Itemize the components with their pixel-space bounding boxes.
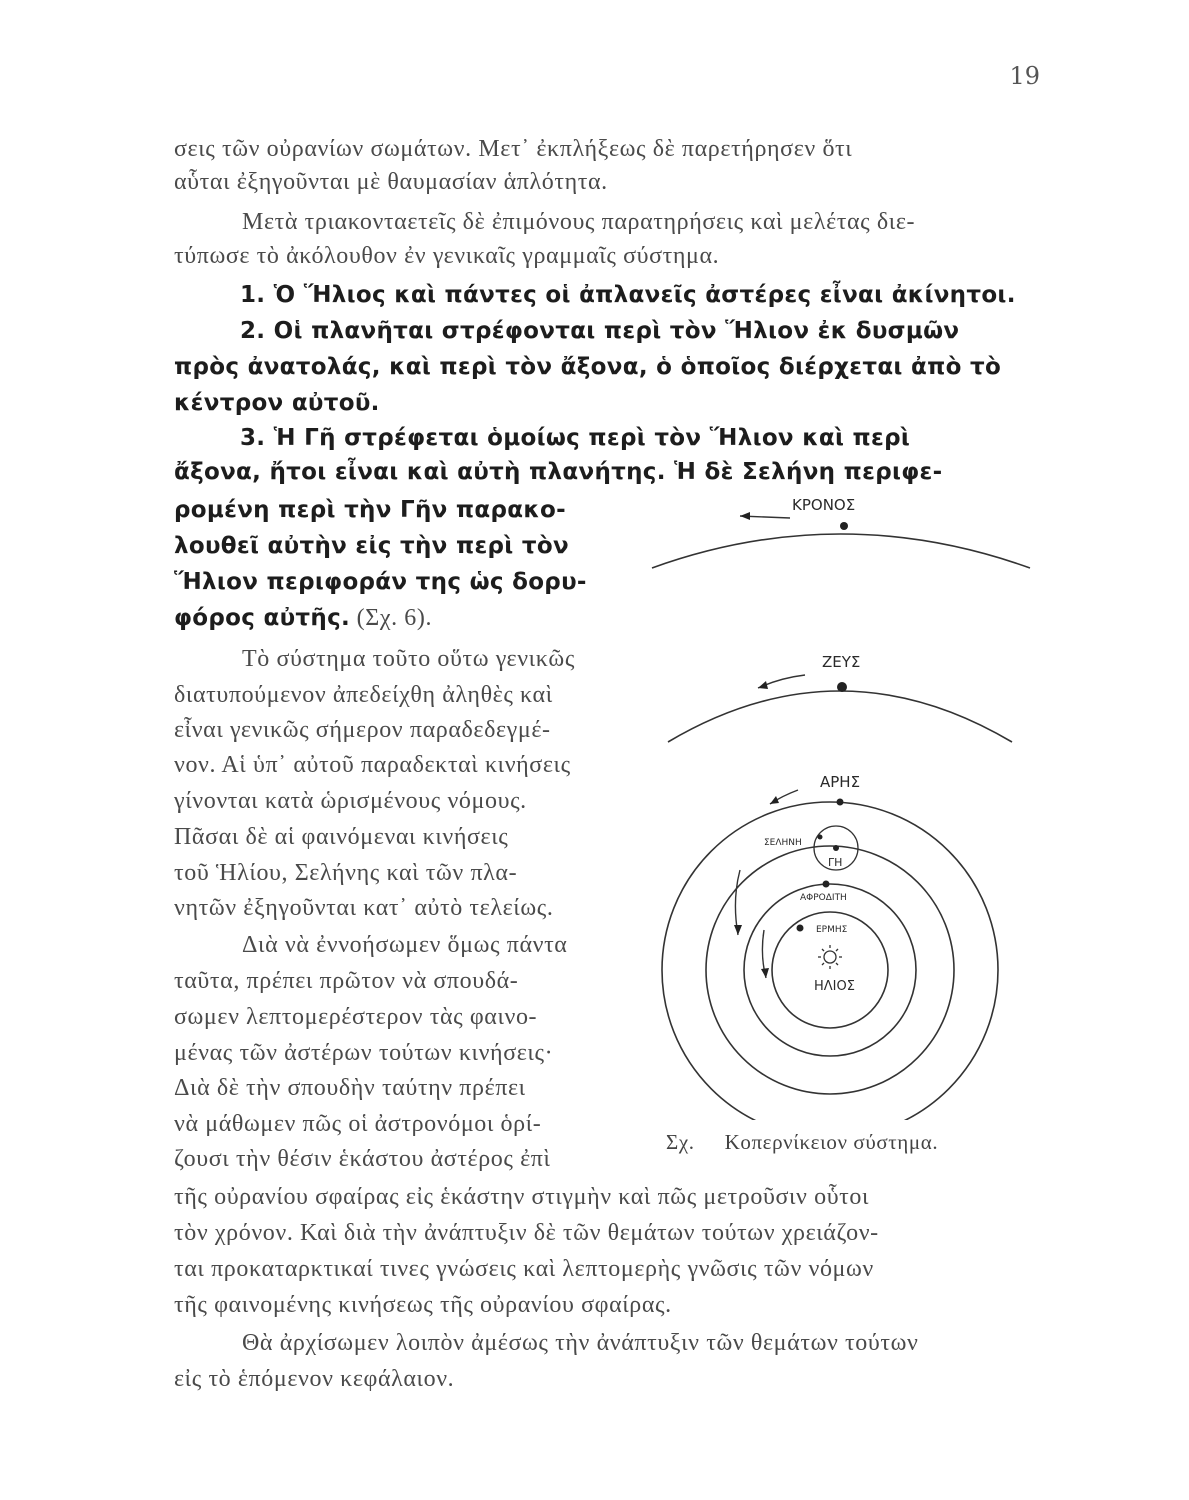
- text-line: ταῦτα, πρέπει πρῶτον νὰ σπουδά-: [174, 968, 519, 994]
- text-line: νητῶν ἐξηγοῦνται κατ᾽ αὐτὸ τελείως.: [174, 895, 554, 921]
- list-item-3-end: φόρος αὐτῆς.: [174, 605, 351, 631]
- aris-orbit: [662, 802, 998, 1120]
- text-line: Πᾶσαι δὲ αἱ φαινόμεναι κινήσεις: [174, 824, 509, 850]
- text-line: σωμεν λεπτομερέστερον τὰς φαινο-: [174, 1004, 538, 1030]
- label-aris: ΑΡΗΣ: [820, 773, 861, 791]
- afroditi-planet: [823, 881, 830, 888]
- arrowhead-icon: [758, 681, 768, 689]
- list-item-3-line: ρομένη περὶ τὴν Γῆν παρακο-: [174, 497, 566, 523]
- label-selini: ΣΕΛΗΝΗ: [764, 838, 802, 848]
- figure-reference: (Σχ. 6).: [356, 605, 433, 631]
- label-zeus: ΖΕΥΣ: [822, 653, 861, 671]
- list-item-3-line: Ἥλιον περιφοράν της ὡς δορυ-: [174, 569, 587, 595]
- figure-caption-text: Κοπερνίκειον σύστημα.: [724, 1130, 939, 1154]
- list-item-3-line: λουθεῖ αὐτὴν εἰς τὴν περὶ τὸν: [174, 533, 569, 559]
- copernican-system-diagram: [640, 480, 1040, 1120]
- text-line: αὗται ἐξηγοῦνται μὲ θαυμασίαν ἁπλότητα.: [174, 169, 608, 195]
- page-number: 19: [1009, 62, 1040, 90]
- label-gi: ΓΗ: [828, 856, 843, 869]
- list-item-2-line: πρὸς ἀνατολάς, καὶ περὶ τὸν ἄξονα, ὁ ὁποῖος διέρχεται ἀπὸ τὸ: [174, 354, 1002, 380]
- list-item-3-line: [174, 605, 432, 632]
- text-line: νὰ μάθωμεν πῶς οἱ ἀστρονόμοι ὁρί-: [174, 1111, 542, 1137]
- text-line: νον. Αἱ ὑπ᾽ αὐτοῦ παραδεκταὶ κινήσεις: [174, 752, 571, 778]
- text-line: Διὰ δὲ τὴν σπουδὴν ταύτην πρέπει: [174, 1075, 526, 1101]
- text-line: μένας τῶν ἀστέρων τούτων κινήσεις·: [174, 1040, 554, 1066]
- text-line: ζουσι τὴν θέσιν ἑκάστου ἀστέρος ἐπὶ: [174, 1146, 551, 1172]
- text-line: Θὰ ἀρχίσωμεν λοιπὸν ἀμέσως τὴν ἀνάπτυξιν τῶν θεμάτων τούτων: [242, 1330, 919, 1356]
- text-line: διατυπούμενον ἀπεδείχθη ἀληθὲς καὶ: [174, 682, 553, 708]
- text-line: Τὸ σύστημα τοῦτο οὕτω γενικῶς: [242, 646, 575, 672]
- label-afroditi: ΑΦΡΟΔΙΤΗ: [800, 893, 847, 903]
- list-item-2: 2. Οἱ πλανῆται στρέφονται περὶ τὸν Ἥλιον ἐκ δυσμῶν: [240, 318, 960, 344]
- arrowhead-icon: [734, 925, 742, 935]
- sun-icon: [818, 945, 842, 969]
- label-ermis: ΕΡΜΗΣ: [816, 925, 848, 935]
- text-line: τὸν χρόνον. Καὶ διὰ τὴν ἀνάπτυξιν δὲ τῶν θεμάτων τούτων χρειάζον-: [174, 1220, 879, 1246]
- figure-caption-number: Σχ.: [666, 1130, 695, 1154]
- list-item-3: 3. Ἡ Γῆ στρέφεται ὁμοίως περὶ τὸν Ἥλιον καὶ περὶ: [240, 425, 911, 451]
- text-line: ται προκαταρκτικαί τινες γνώσεις καὶ λεπτομερὴς γνῶσις τῶν νόμων: [174, 1256, 874, 1282]
- label-ilios: ΗΛΙΟΣ: [814, 979, 855, 994]
- text-line: εἶναι γενικῶς σήμερον παραδεδεγμέ-: [174, 717, 551, 743]
- list-item-2-line: κέντρον αὐτοῦ.: [174, 390, 380, 416]
- zeus-planet: [837, 682, 847, 692]
- list-item-1: 1. Ὁ Ἥλιος καὶ πάντες οἱ ἀπλανεῖς ἀστέρες εἶναι ἀκίνητοι.: [240, 282, 1016, 308]
- kronos-planet: [840, 522, 848, 530]
- zeus-orbit: [668, 691, 1012, 742]
- arrowhead-icon: [740, 512, 750, 520]
- kronos-orbit: [652, 534, 1030, 568]
- selini-planet: [818, 835, 823, 840]
- text-line: τῆς φαινομένης κινήσεως τῆς οὐρανίου σφαίρας.: [174, 1292, 672, 1318]
- label-kronos: ΚΡΟΝΟΣ: [792, 496, 856, 514]
- text-line: Διὰ νὰ ἐννοήσωμεν ὅμως πάντα: [242, 932, 568, 958]
- text-line: Μετὰ τριακονταετεῖς δὲ ἐπιμόνους παρατηρήσεις καὶ μελέτας διε-: [242, 209, 916, 235]
- arrowhead-icon: [770, 796, 779, 804]
- list-item-3-line: ἄξονα, ἤτοι εἶναι καὶ αὐτὴ πλανήτης. Ἡ δὲ Σελήνη περιφε-: [174, 459, 943, 485]
- text-line: τῆς οὐρανίου σφαίρας εἰς ἑκάστην στιγμὴν καὶ πῶς μετροῦσιν οὗτοι: [174, 1184, 870, 1210]
- ermis-planet: [797, 925, 804, 932]
- text-line: σεις τῶν οὐρανίων σωμάτων. Μετ᾽ ἐκπλήξεως δὲ παρετήρησεν ὅτι: [174, 136, 853, 162]
- text-line: γίνονται κατὰ ὡρισμένους νόμους.: [174, 788, 527, 814]
- figure-caption: [666, 1130, 938, 1155]
- gi-planet: [833, 845, 839, 851]
- text-line: εἰς τὸ ἑπόμενον κεφάλαιον.: [174, 1366, 455, 1392]
- afroditi-orbit: [744, 884, 916, 1056]
- text-line: τύπωσε τὸ ἀκόλουθον ἐν γενικαῖς γραμμαῖς σύστημα.: [174, 243, 720, 269]
- text-line: τοῦ Ἡλίου, Σελήνης καὶ τῶν πλα-: [174, 860, 518, 886]
- aris-planet: [837, 799, 844, 806]
